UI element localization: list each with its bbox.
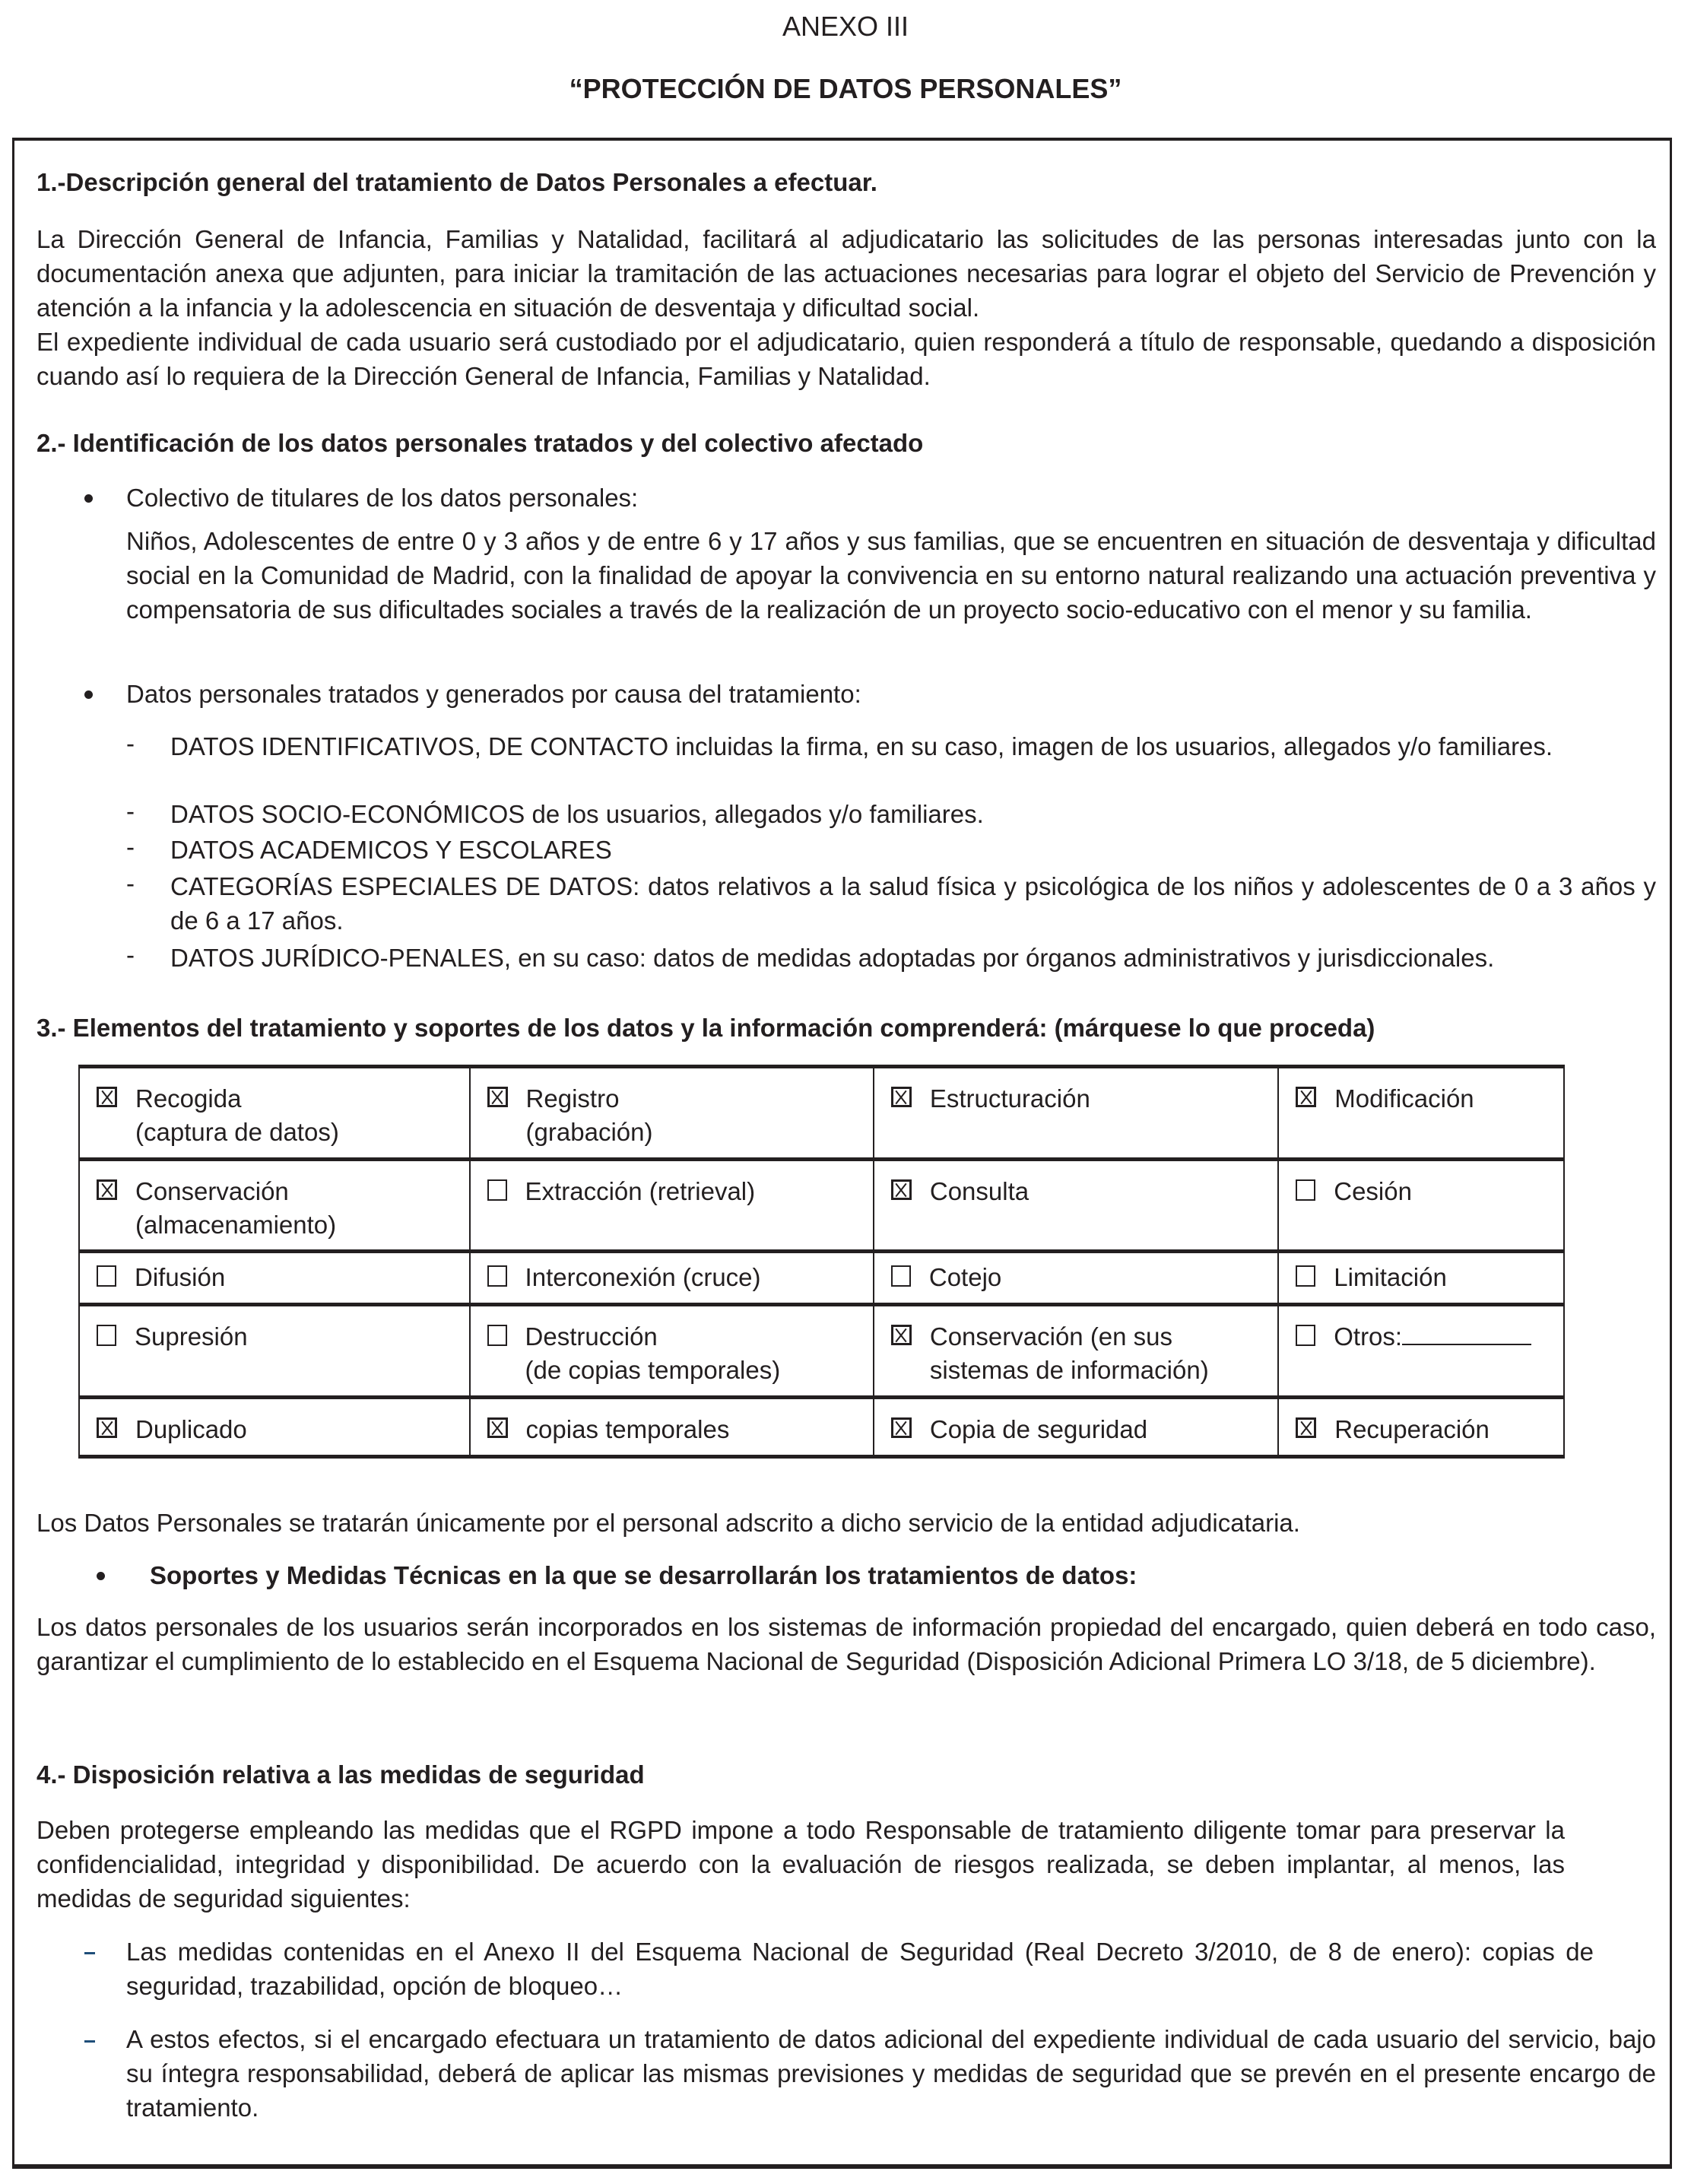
option-label: Estructuración (929, 1084, 1090, 1113)
option-text (1334, 1320, 1531, 1354)
table-cell (470, 1160, 874, 1252)
option-text (135, 1320, 248, 1354)
checkbox-option[interactable] (487, 1413, 873, 1446)
option-text (525, 1261, 761, 1294)
bullet-icon (84, 690, 93, 699)
option-text (135, 1082, 339, 1149)
option-sublabel: (grabación) (525, 1118, 653, 1146)
checkbox-option[interactable] (487, 1261, 873, 1294)
checkbox-option[interactable] (891, 1320, 1277, 1387)
option-label: Extracción (retrieval) (525, 1177, 756, 1205)
table-row (79, 1305, 1564, 1398)
option-text (1334, 1175, 1412, 1208)
unchecked-checkbox-icon[interactable] (1296, 1325, 1315, 1346)
option-label: copias temporales (525, 1415, 730, 1443)
checkbox-option[interactable] (1296, 1413, 1563, 1446)
option-sublabel: sistemas de información) (929, 1356, 1209, 1384)
data-category-item: DATOS SOCIO-ECONÓMICOS de los usuarios, allegados y/o familiares. (170, 800, 984, 828)
checkbox-option[interactable] (97, 1175, 469, 1242)
table-cell (470, 1252, 874, 1305)
checked-checkbox-icon[interactable] (97, 1417, 117, 1438)
bullet-icon (97, 1572, 105, 1580)
table-cell (874, 1067, 1278, 1160)
option-text (1334, 1082, 1474, 1116)
table-cell (79, 1067, 470, 1160)
checkbox-option[interactable] (891, 1082, 1277, 1116)
table-row (79, 1398, 1564, 1457)
table-cell (79, 1398, 470, 1457)
section1-paragraph-1: La Dirección General de Infancia, Familias y Natalidad, facilitará al adjudicatario las solicitudes de las personas interesadas junto con la documentación anexa que adjunten, para iniciar la tramitación de las actuaciones necesarias para lograr el objeto del Servicio de Prevención y atención a la infancia y la adolescencia en situación de desventaja y dificultad social. (36, 225, 1656, 322)
data-category-item: CATEGORÍAS ESPECIALES DE DATOS: datos relativos a la salud física y psicológica de los niños y adolescentes de 0 a 3 años y de 6 a 17 años. (170, 872, 1656, 935)
table-row (79, 1160, 1564, 1252)
unchecked-checkbox-icon[interactable] (97, 1265, 116, 1287)
table-cell (470, 1398, 874, 1457)
option-text (135, 1175, 336, 1242)
checkbox-option[interactable] (1296, 1175, 1563, 1208)
option-label: Recuperación (1334, 1415, 1490, 1443)
checkbox-option[interactable] (1296, 1261, 1563, 1294)
option-label: Registro (525, 1084, 620, 1113)
table-cell (1278, 1067, 1564, 1160)
dash-icon: - (126, 797, 135, 825)
after-table-text: Los Datos Personales se tratarán únicamente por el personal adscrito a dicho servicio de la entidad adjudicataria. (36, 1509, 1300, 1537)
data-category-item: DATOS IDENTIFICATIVOS, DE CONTACTO incluidas la firma, en su caso, imagen de los usuarios, allegados y/o familiares. (170, 732, 1553, 760)
checked-checkbox-icon[interactable] (891, 1087, 912, 1107)
option-text (525, 1320, 781, 1387)
option-text (526, 1082, 653, 1149)
checkbox-option[interactable] (891, 1175, 1277, 1208)
unchecked-checkbox-icon[interactable] (1296, 1265, 1315, 1287)
table-cell (79, 1160, 470, 1252)
document-title: “PROTECCIÓN DE DATOS PERSONALES” (569, 73, 1122, 104)
option-label: Duplicado (135, 1415, 247, 1443)
security-measure-item: Las medidas contenidas en el Anexo II del Esquema Nacional de Seguridad (Real Decreto 3/2010, de 8 de enero): copias de seguridad, trazabilidad, opción de bloqueo… (126, 1938, 1594, 2000)
checked-checkbox-icon[interactable] (97, 1179, 117, 1200)
option-label: Conservación (135, 1177, 289, 1205)
section4-paragraph: Deben protegerse empleando las medidas que el RGPD impone a todo Responsable de tratamiento diligente tomar para preservar la confidencialidad, integridad y disponibilidad. De acuerdo con la evaluación de riesgos realizada, se deben implantar, al menos, las medidas de seguridad siguientes: (36, 1816, 1565, 1913)
unchecked-checkbox-icon[interactable] (487, 1179, 507, 1201)
table-row (79, 1067, 1564, 1160)
option-text (930, 1175, 1029, 1208)
table-cell (1278, 1398, 1564, 1457)
dash-icon (84, 2040, 95, 2043)
option-text (525, 1175, 756, 1208)
soportes-heading: Soportes y Medidas Técnicas en la que se desarrollarán los tratamientos de datos: (150, 1561, 1137, 1589)
table-cell (470, 1305, 874, 1398)
otros-blank-field[interactable] (1402, 1321, 1531, 1345)
table-cell (1278, 1160, 1564, 1252)
table-cell (79, 1305, 470, 1398)
checkbox-option[interactable] (1296, 1320, 1563, 1354)
checkbox-option[interactable] (97, 1261, 469, 1294)
checked-checkbox-icon[interactable] (891, 1179, 912, 1200)
option-label: Cotejo (928, 1263, 1002, 1291)
option-label: Limitación (1334, 1263, 1447, 1291)
option-label: Recogida (135, 1084, 242, 1113)
option-label: Consulta (929, 1177, 1030, 1205)
checkbox-option[interactable] (97, 1320, 469, 1354)
option-sublabel: (almacenamiento) (135, 1211, 337, 1239)
colectivo-label: Colectivo de titulares de los datos personales: (126, 484, 639, 512)
option-text (930, 1413, 1147, 1446)
checked-checkbox-icon[interactable] (487, 1087, 508, 1107)
checked-checkbox-icon[interactable] (1296, 1087, 1316, 1107)
option-label: Copia de seguridad (929, 1415, 1148, 1443)
checked-checkbox-icon[interactable] (891, 1417, 912, 1438)
table-cell (1278, 1305, 1564, 1398)
option-text (135, 1413, 247, 1446)
option-sublabel: (de copias temporales) (525, 1356, 781, 1384)
datos-tratados-label: Datos personales tratados y generados por causa del tratamiento: (126, 680, 861, 708)
option-label: Destrucción (525, 1322, 658, 1351)
checked-checkbox-icon[interactable] (1296, 1417, 1316, 1438)
checkbox-option[interactable] (487, 1175, 873, 1208)
soportes-text: Los datos personales de los usuarios serán incorporados en los sistemas de información propiedad del encargado, quien deberá en todo caso, garantizar el cumplimiento de lo establecido en el Esquema Nacional de Seguridad (Disposición Adicional Primera LO 3/18, de 5 diciembre). (36, 1613, 1656, 1675)
dash-icon: - (126, 941, 135, 969)
unchecked-checkbox-icon[interactable] (891, 1265, 911, 1287)
table-cell (1278, 1252, 1564, 1305)
option-text (929, 1261, 1001, 1294)
option-text (930, 1082, 1090, 1116)
checkbox-option[interactable] (487, 1082, 873, 1149)
checkbox-option[interactable] (97, 1082, 469, 1149)
option-label: Cesión (1334, 1177, 1412, 1205)
table-cell (874, 1398, 1278, 1457)
annex-label: ANEXO III (782, 11, 909, 42)
option-text (1334, 1261, 1447, 1294)
table-row (79, 1252, 1564, 1305)
option-label: Conservación (en sus (929, 1322, 1173, 1351)
data-category-item: DATOS JURÍDICO-PENALES, en su caso: datos de medidas adoptadas por órganos administrativos y jurisdiccionales. (170, 944, 1495, 972)
option-label: Otros: (1334, 1322, 1403, 1351)
section1-heading: 1.-Descripción general del tratamiento de Datos Personales a efectuar. (36, 168, 877, 196)
security-measure-item: A estos efectos, si el encargado efectuara un tratamiento de datos adicional del expediente individual de cada usuario del servicio, bajo su íntegra responsabilidad, deberá de aplicar las mismas previsiones y medidas de seguridad que se prevén en el presente encargo de tratamiento. (126, 2025, 1656, 2122)
option-text (135, 1261, 225, 1294)
option-label: Interconexión (cruce) (525, 1263, 761, 1291)
section2-heading: 2.- Identificación de los datos personales tratados y del colectivo afectado (36, 429, 924, 457)
option-text (1334, 1413, 1490, 1446)
checkbox-option[interactable] (891, 1413, 1277, 1446)
option-label: Supresión (135, 1322, 248, 1351)
unchecked-checkbox-icon[interactable] (487, 1265, 507, 1287)
option-label: Difusión (135, 1263, 226, 1291)
checkbox-option[interactable] (487, 1320, 873, 1387)
option-sublabel: (captura de datos) (135, 1118, 339, 1146)
unchecked-checkbox-icon[interactable] (97, 1325, 116, 1346)
section4-heading: 4.- Disposición relativa a las medidas de seguridad (36, 1760, 645, 1789)
colectivo-text: Niños, Adolescentes de entre 0 y 3 años y de entre 6 y 17 años y sus familias, que se encuentren en situación de desventaja y dificultad social en la Comunidad de Madrid, con la finalidad de apoyar la convivencia en su entorno natural realizando una actuación preventiva y compensatoria de sus dificultades sociales a través de la realización de un proyecto socio-educativo con el menor y su familia. (126, 527, 1656, 624)
unchecked-checkbox-icon[interactable] (487, 1325, 507, 1346)
checked-checkbox-icon[interactable] (487, 1417, 508, 1438)
section1-paragraph-2: El expediente individual de cada usuario será custodiado por el adjudicatario, quien responderá a título de responsable, quedando a disposición cuando así lo requiera de la Dirección General de Infancia, Familias y Natalidad. (36, 328, 1656, 390)
option-text (930, 1320, 1209, 1387)
dash-icon: - (126, 869, 135, 897)
dash-icon: - (126, 833, 135, 861)
table-cell (79, 1252, 470, 1305)
table-cell (874, 1305, 1278, 1398)
table-cell (874, 1252, 1278, 1305)
checkbox-option[interactable] (97, 1413, 469, 1446)
checkbox-option[interactable] (891, 1261, 1277, 1294)
treatment-elements-table (78, 1065, 1565, 1459)
option-label: Modificación (1334, 1084, 1474, 1113)
checked-checkbox-icon[interactable] (97, 1087, 117, 1107)
checkbox-option[interactable] (1296, 1082, 1563, 1116)
section3-heading: 3.- Elementos del tratamiento y soportes de los datos y la información comprenderá: (márquese lo que proceda) (36, 1014, 1375, 1042)
data-category-item: DATOS ACADEMICOS Y ESCOLARES (170, 836, 612, 864)
dash-icon: - (126, 729, 135, 757)
bullet-icon (84, 494, 93, 503)
table-cell (470, 1067, 874, 1160)
checked-checkbox-icon[interactable] (891, 1325, 912, 1345)
unchecked-checkbox-icon[interactable] (1296, 1179, 1315, 1201)
dash-icon (84, 1952, 95, 1954)
table-cell (874, 1160, 1278, 1252)
option-text (526, 1413, 730, 1446)
